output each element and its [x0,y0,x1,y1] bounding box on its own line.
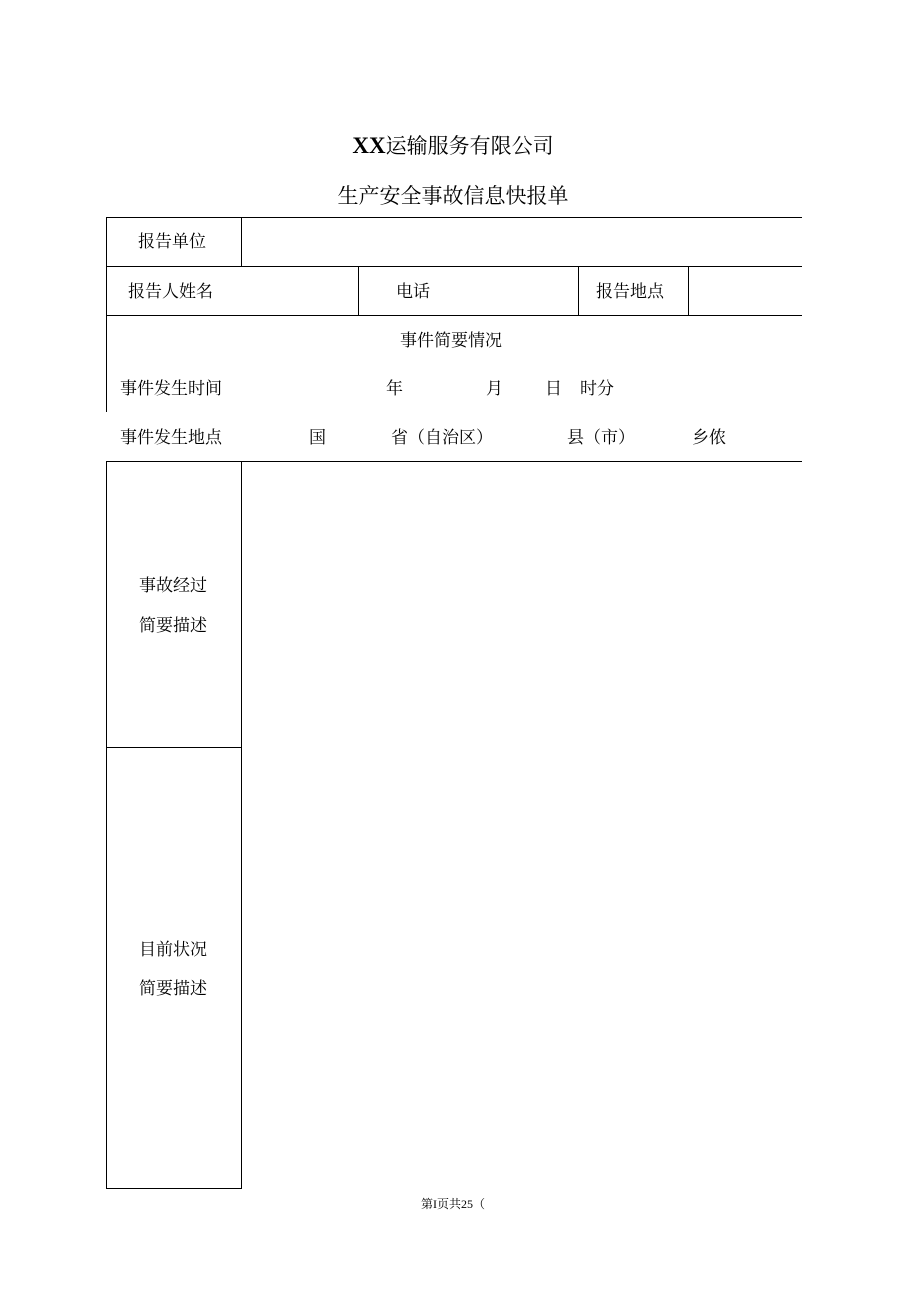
accident-bottom-border [106,747,242,748]
page-number: 第I页共25（ [421,1197,485,1211]
accident-label-line1: 事故经过 [139,576,207,596]
lower-label-divider [241,461,242,1189]
event-place-label: 事件发生地点 [120,428,222,448]
row2-divider-3 [688,266,689,316]
company-prefix: XX [352,133,386,158]
reporter-name-label: 报告人姓名 [128,282,213,302]
company-name [0,130,906,160]
event-time-day: 日 [545,379,562,399]
accident-description-field[interactable] [243,463,801,746]
event-place-province: 省（自治区） [391,428,493,448]
event-place-county: 县（市） [567,428,635,448]
accident-label-line2: 简要描述 [139,616,207,636]
row2-divider-2 [578,266,579,316]
form-title: 生产安全事故信息快报单 [337,184,569,208]
phone-field[interactable] [440,268,576,314]
current-status-label-line2: 简要描述 [139,979,207,999]
event-place-country: 国 [309,428,326,448]
row1-bottom-border [106,266,802,267]
row2-divider-1 [358,266,359,316]
event-time-month: 月 [486,379,503,399]
report-unit-field[interactable] [243,219,801,265]
table-top-border [106,217,802,218]
report-location-field[interactable] [690,268,801,314]
event-place-town: 乡侬 [692,428,726,448]
table-left-border-bottom [106,461,107,1189]
table-bottom-border [106,1188,242,1189]
phone-label: 电话 [396,282,430,302]
event-time-label: 事件发生时间 [120,379,222,399]
report-unit-label: 报告单位 [138,232,206,252]
event-time-year: 年 [386,379,403,399]
current-status-field[interactable] [243,749,801,1187]
table-left-border-top [106,217,107,412]
current-status-label-line1: 目前状况 [139,940,207,960]
row1-label-divider [241,217,242,267]
reporter-name-field[interactable] [222,268,356,314]
summary-bottom-border [106,461,802,462]
summary-heading: 事件简要情况 [400,331,502,351]
report-location-label: 报告地点 [596,282,664,302]
event-time-hour-minute: 时分 [580,379,614,399]
company-rest: 运输服务有限公司 [385,134,554,158]
row2-bottom-border [106,315,802,316]
